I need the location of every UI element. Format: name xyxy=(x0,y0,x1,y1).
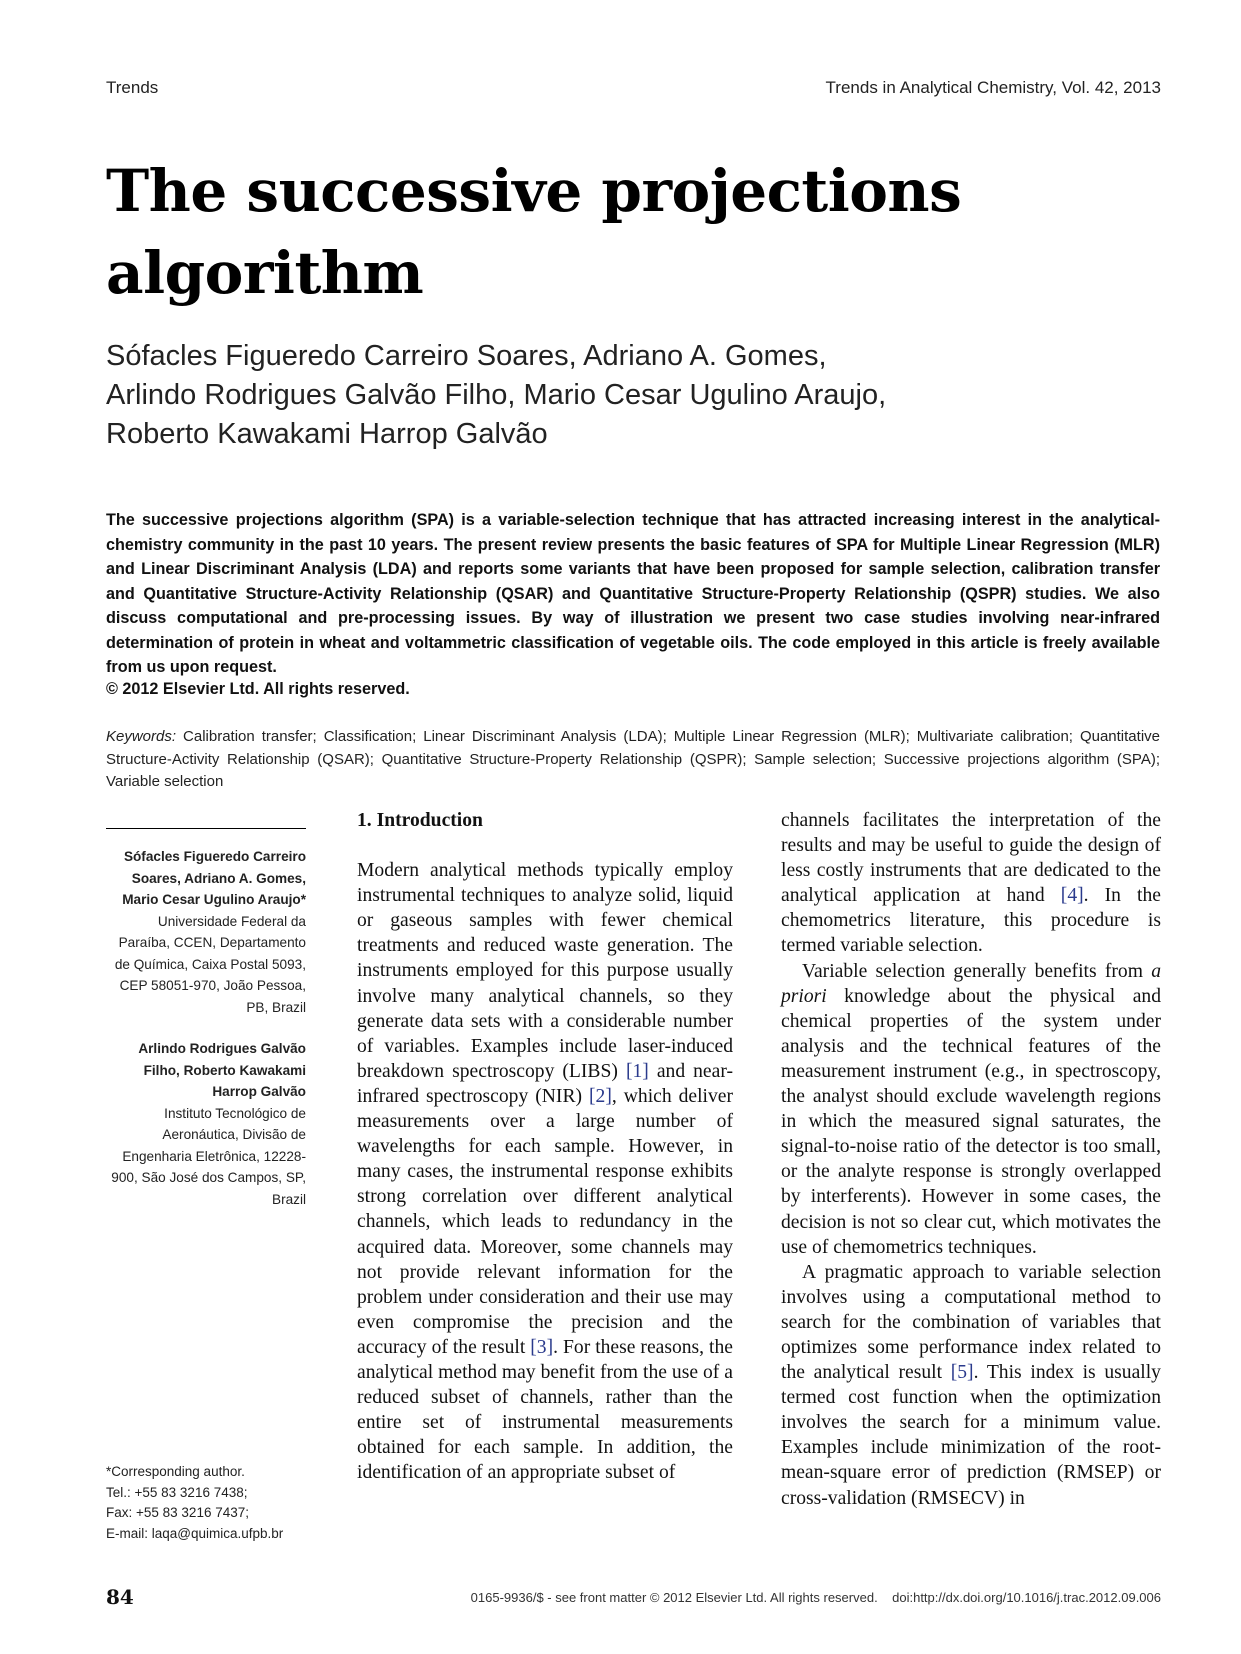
affiliation-authors: Arlindo Rodrigues Galvão Filho, Roberto Kawakami Harrop Galvão xyxy=(138,1041,306,1099)
affiliation-group xyxy=(106,846,306,1018)
article-title: The successive projections algorithm xyxy=(106,157,962,307)
corresponding-tel: Tel.: +55 83 3216 7438; xyxy=(106,1484,248,1500)
author-line: Sófacles Figueredo Carreiro Soares, Adriano A. Gomes, xyxy=(106,340,827,372)
running-header-section: Trends xyxy=(106,78,159,97)
citation-link[interactable]: [1] xyxy=(625,1060,649,1082)
body-column-middle xyxy=(357,808,733,1485)
running-header-journal: Trends in Analytical Chemistry, Vol. 42, 2013 xyxy=(825,78,1161,97)
keywords-text: Calibration transfer; Classification; Linear Discriminant Analysis (LDA); Multiple Linear Regression (MLR); Multivariate calibration; Quantitative Structure-Activity Relationship (QSAR); Quantitative Structure-Property Relationship (QSPR); Sample selection; Successive projections algorithm (SPA); Variable selection xyxy=(106,728,1160,790)
body-paragraph: Variable selection generally benefits from a priori knowledge about the physical and chemical properties of the system under analysis and the technical features of the measurement instrument (e.g., in spectroscopy, the analyst should exclude wavelength regions in which the measured signal saturates, the signal-to-noise ratio of the detector is too small, or the analyte response is strongly overlapped by interferents). However in some cases, the decision is not so clear cut, which motivates the use of chemometrics techniques. xyxy=(781,960,1161,1258)
keywords xyxy=(106,726,1160,794)
citation-link[interactable]: [3] xyxy=(530,1336,554,1358)
author-line: Arlindo Rodrigues Galvão Filho, Mario Cesar Ugulino Araujo, xyxy=(106,379,887,411)
abstract: The successive projections algorithm (SPA) is a variable-selection technique that has attracted increasing interest in the analytical-chemistry community in the past 10 years. The present review presents the basic features of SPA for Multiple Linear Regression (MLR) and Linear Discriminant Analysis (LDA) and reports some variants that have been proposed for sample selection, calibration transfer and Quantitative Structure-Activity Relationship (QSAR) and Quantitative Structure-Property Relationship (QSPR) studies. We also discuss computational and pre-processing issues. By way of illustration we present two case studies involving near-infrared determination of protein in wheat and voltammetric classification of vegetable oils. The code employed in this article is freely available from us upon request. xyxy=(106,511,1160,676)
body-paragraph: channels facilitates the interpretation of the results and may be useful to guide the design of less costly instruments that are dedicated to the analytical application at hand [4]. In the chemometrics literature, this procedure is termed variable selection. xyxy=(781,810,1161,957)
page-number: 84 xyxy=(106,1585,134,1609)
copyright-notice: © 2012 Elsevier Ltd. All rights reserved. xyxy=(106,680,410,698)
citation-link[interactable]: [4] xyxy=(1060,885,1084,907)
footer-doi[interactable]: 0165-9936/$ - see front matter © 2012 Elsevier Ltd. All rights reserved. doi:http://dx.doi.org/10.1016/j.trac.2012.09.006 xyxy=(470,1590,1161,1605)
body-column-right xyxy=(781,808,1161,1511)
body-paragraph: Modern analytical methods typically employ instrumental techniques to analyze solid, liquid or gaseous samples with fewer chemical treatments and reduced waste generation. The instruments employed for this purpose usually involve many analytical channels, so they generate data sets with a considerable number of variables. Examples include laser-induced breakdown spectroscopy (LIBS) [1] and near-infrared spectroscopy (NIR) [2], which deliver measurements over a large number of wavelengths for each sample. However, in many cases, the instrumental response exhibits strong correlation over different analytical channels, which leads to redundancy in the acquired data. Moreover, some channels may not provide relevant information for the problem under consideration and their use may even compromise the precision and the accuracy of the result [3]. For these reasons, the analytical method may benefit from the use of a reduced subset of channels, rather than the entire set of instrumental measurements obtained for each sample. In addition, the identification of an appropriate subset of xyxy=(357,860,733,1484)
affiliation-institution: Universidade Federal da Paraíba, CCEN, Departamento de Química, Caixa Postal 5093, CEP 58051-970, João Pessoa, PB, Brazil xyxy=(114,913,306,1015)
corresponding-author xyxy=(106,1462,316,1544)
citation-link[interactable]: [2] xyxy=(589,1085,612,1107)
corresponding-label: *Corresponding author. xyxy=(106,1464,245,1479)
corresponding-fax: Fax: +55 83 3216 7437; xyxy=(106,1505,249,1520)
author-list xyxy=(106,337,1086,454)
affiliation-group xyxy=(106,1038,306,1210)
section-heading: 1. Introduction xyxy=(357,810,483,831)
corresponding-email[interactable]: E-mail: laqa@quimica.ufpb.br xyxy=(106,1525,284,1541)
keywords-label: Keywords: xyxy=(106,728,177,745)
affiliation-institution: Instituto Tecnológico de Aeronáutica, Divisão de Engenharia Eletrônica, 12228-900, São José dos Campos, SP, Brazil xyxy=(111,1105,306,1207)
sidebar-rule xyxy=(106,828,306,829)
affiliations xyxy=(106,846,306,1230)
affiliation-authors: Sófacles Figueredo Carreiro Soares, Adriano A. Gomes, Mario Cesar Ugulino Araujo* xyxy=(122,849,306,907)
citation-link[interactable]: [5] xyxy=(950,1362,974,1384)
body-paragraph: A pragmatic approach to variable selection involves using a computational method to search for the combination of variables that optimizes some performance index related to the analytical result [5]. This index is usually termed cost function when the optimization involves the search for a minimum value. Examples include minimization of the root-mean-square error of prediction (RMSEP) or cross-validation (RMSECV) in xyxy=(781,1261,1161,1509)
author-line: Roberto Kawakami Harrop Galvão xyxy=(106,418,548,450)
